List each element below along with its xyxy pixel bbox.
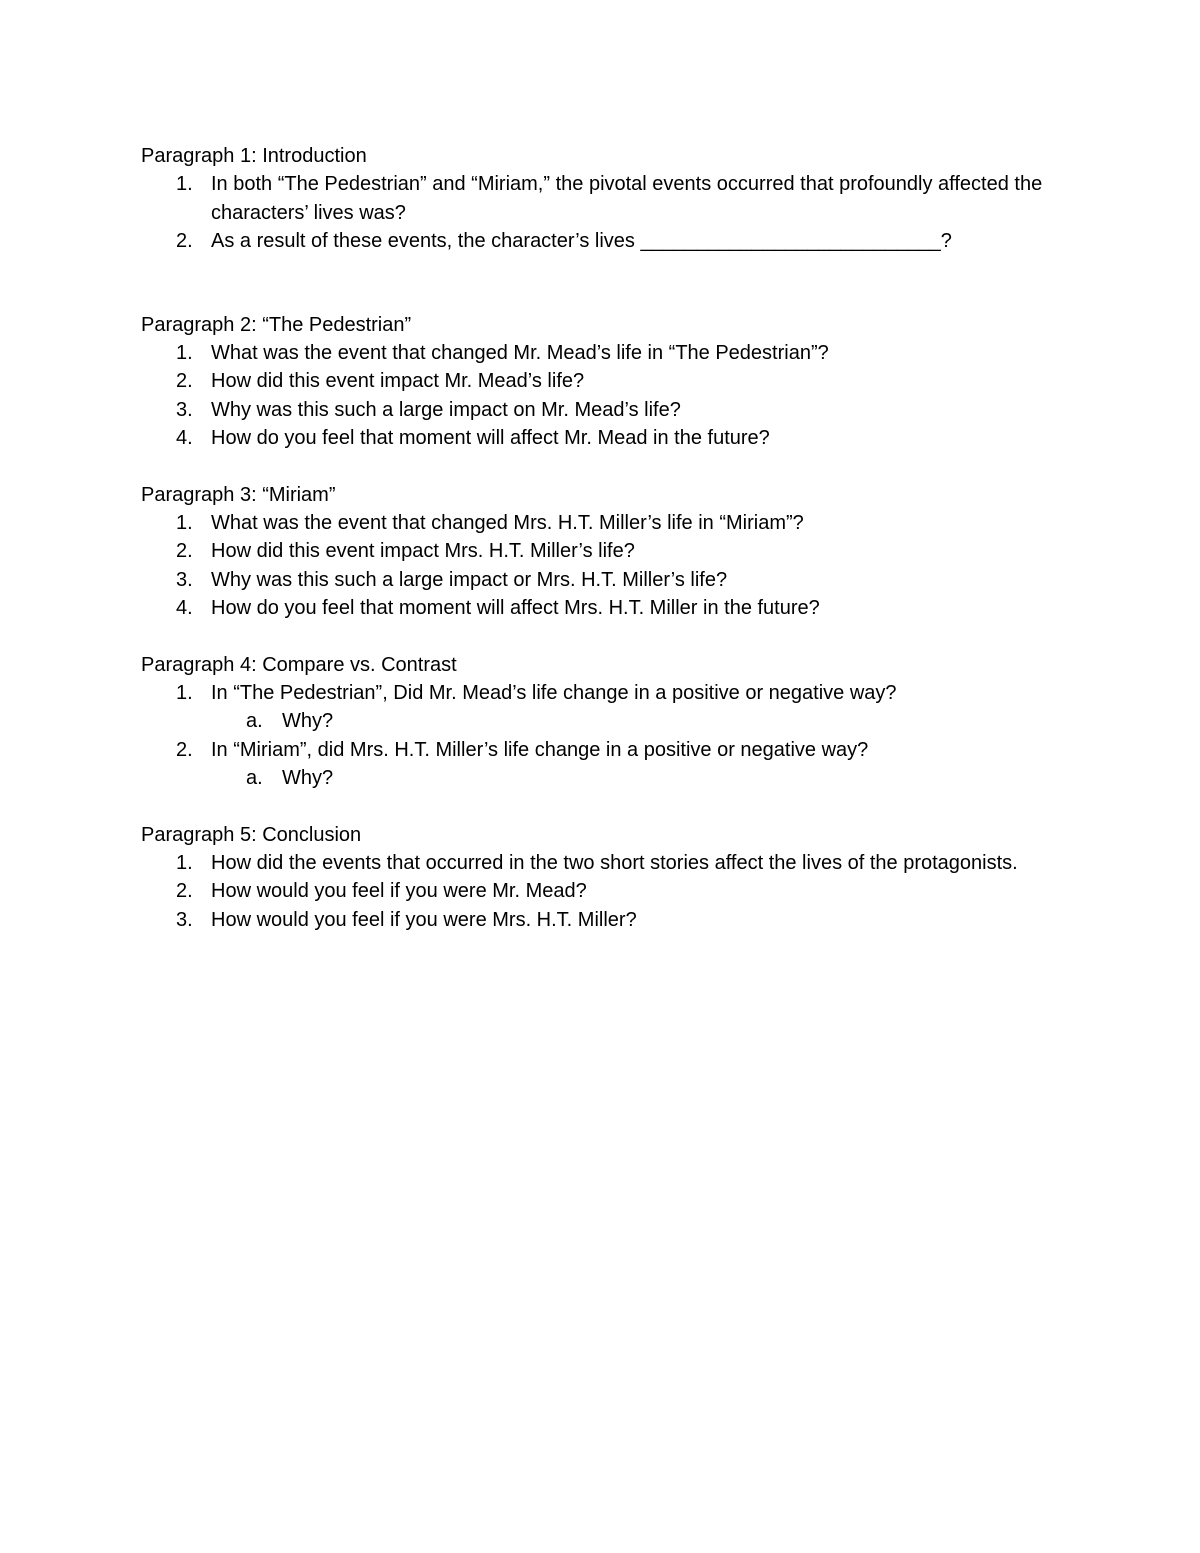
sub-item-letter: a.	[246, 710, 263, 732]
item-number: 2.	[176, 540, 193, 562]
item-number: 2.	[176, 370, 193, 392]
list-item	[141, 170, 1061, 227]
item-number: 3.	[176, 568, 193, 591]
sub-item-text: Why?	[282, 767, 334, 789]
list-item	[141, 227, 1061, 256]
section-heading: Paragraph 5: Conclusion	[141, 823, 362, 846]
list-item	[141, 849, 1061, 878]
section-compare-contrast	[141, 651, 1061, 793]
list-item	[141, 537, 1061, 566]
section-miriam	[141, 481, 1061, 623]
section-heading: Paragraph 2: “The Pedestrian”	[141, 313, 412, 336]
sub-item-text: Why?	[282, 710, 334, 732]
item-number: 4.	[176, 427, 193, 449]
section-heading: Paragraph 4: Compare vs. Contrast	[141, 653, 457, 676]
item-number: 4.	[176, 597, 193, 619]
list-item	[141, 339, 1061, 368]
section-heading: Paragraph 3: “Miriam”	[141, 483, 336, 506]
item-text: How do you feel that moment will affect Mrs. H.T. Miller in the future?	[211, 597, 820, 619]
item-number: 3.	[176, 908, 193, 931]
sub-item-letter: a.	[246, 767, 263, 789]
item-text: In “The Pedestrian”, Did Mr. Mead’s life change in a positive or negative way?	[211, 681, 897, 704]
item-text: How did the events that occurred in the two short stories affect the lives of the protagonists.	[211, 851, 1018, 874]
section-introduction	[141, 142, 1061, 256]
sub-list-item	[141, 764, 1061, 793]
item-number: 1.	[176, 851, 193, 874]
item-text: What was the event that changed Mr. Mead’s life in “The Pedestrian”?	[211, 341, 829, 364]
item-text: What was the event that changed Mrs. H.T. Miller’s life in “Miriam”?	[211, 511, 804, 534]
list-item	[141, 594, 1061, 623]
list-item	[141, 566, 1061, 595]
item-text: How did this event impact Mrs. H.T. Miller’s life?	[211, 540, 635, 562]
list-item	[141, 736, 1061, 765]
item-text: In “Miriam”, did Mrs. H.T. Miller’s life change in a positive or negative way?	[211, 738, 869, 761]
list-item	[141, 906, 1061, 935]
item-text: How would you feel if you were Mrs. H.T. Miller?	[211, 908, 637, 931]
list-item	[141, 396, 1061, 425]
item-number: 2.	[176, 880, 193, 902]
item-number: 1.	[176, 511, 193, 534]
item-number: 2.	[176, 738, 193, 761]
item-text: Why was this such a large impact or Mrs. H.T. Miller’s life?	[211, 568, 728, 591]
list-item	[141, 509, 1061, 538]
item-number: 3.	[176, 398, 193, 421]
section-pedestrian	[141, 311, 1061, 453]
item-text: How would you feel if you were Mr. Mead?	[211, 880, 587, 902]
item-text: As a result of these events, the character’s lives ___________________________?	[211, 230, 952, 252]
item-number: 1.	[176, 341, 193, 364]
item-text: How did this event impact Mr. Mead’s life?	[211, 370, 585, 392]
item-number: 1.	[176, 681, 193, 704]
document-page	[141, 142, 1061, 934]
item-text: Why was this such a large impact on Mr. Mead’s life?	[211, 398, 681, 421]
section-heading: Paragraph 1: Introduction	[141, 145, 367, 167]
list-item	[141, 877, 1061, 906]
item-number: 1.	[176, 173, 193, 195]
section-conclusion	[141, 821, 1061, 935]
item-number: 2.	[176, 230, 193, 252]
list-item	[141, 367, 1061, 396]
sub-list-item	[141, 707, 1061, 736]
item-text: In both “The Pedestrian” and “Miriam,” the pivotal events occurred that profoundly affected the characters’ lives was?	[211, 173, 1043, 224]
item-text: How do you feel that moment will affect Mr. Mead in the future?	[211, 427, 770, 449]
list-item	[141, 679, 1061, 708]
list-item	[141, 424, 1061, 453]
